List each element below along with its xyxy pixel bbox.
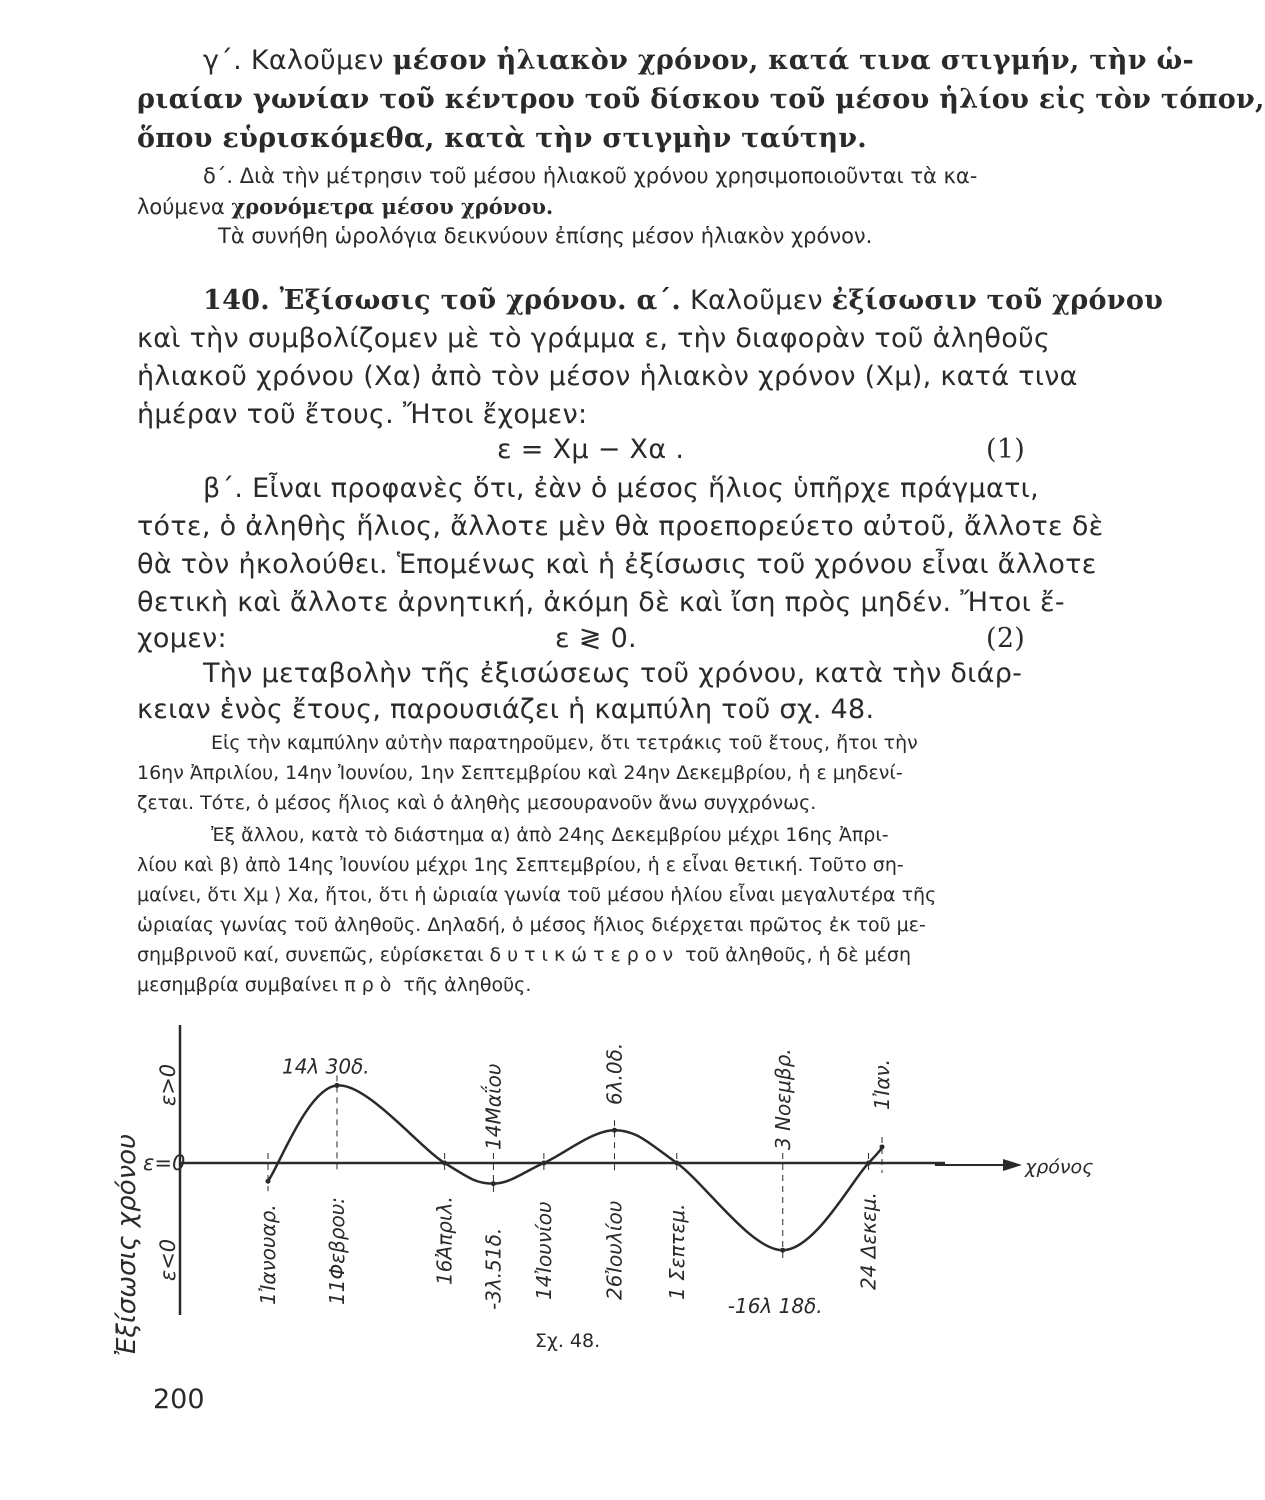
section-g-line-3: ὅπου εὑρισκόμεθα, κατὰ τὴν στιγμὴν ταύτην. <box>137 123 867 154</box>
note-p2-line-1: Ἐξ ἄλλου, κατὰ τὸ διάστημα α) ἀπὸ 24ης Δεκεμβρίου μέχρι 16ης Ἀπρι- <box>211 824 889 846</box>
date-label-dec24: 24 Δεκεμ. <box>856 1192 881 1290</box>
y-axis-zero-label: ε=0 <box>143 1151 186 1175</box>
note-p1-line-1: Εἰς τὴν καμπύλην αὐτὴν παρατηροῦμεν, ὅτι τετράκις τοῦ ἔτους, ἤτοι τὴν <box>211 732 918 754</box>
section-b-line-6: Τὴν μεταβολὴν τῆς ἐξισώσεως τοῦ χρόνου, κατὰ τὴν διάρ- <box>203 658 1023 689</box>
section-140-line-1-pre: Καλοῦμεν <box>690 285 823 316</box>
note-p2-line-2: λίου καὶ β) ἀπὸ 14ης Ἰουνίου μέχρι 1ης Σεπτεμβρίου, ἡ ε εἶναι θετική. Τοῦτο ση- <box>137 854 904 876</box>
section-d-line-3: Τὰ συνήθη ὡρολόγια δεικνύουν ἐπίσης μέσον ἡλιακὸν χρόνον. <box>218 224 873 248</box>
section-140-line-3: ἡλιακοῦ χρόνου (Χα) ἀπὸ τὸν μέσον ἡλιακὸν χρόνον (Χμ), κατά τινα <box>137 361 1078 392</box>
section-g-line-2: ριαίαν γωνίαν τοῦ κέντρου τοῦ δίσκου τοῦ μέσου ἡλίου εἰς τὸν τόπον, <box>137 84 1265 115</box>
date-label-apr16: 16Ἀπριλ. <box>432 1196 457 1285</box>
date-label-jun14: 14Ἰουνίου <box>531 1201 556 1300</box>
date-label-feb11: 11Φεβρου: <box>324 1196 349 1305</box>
section-b-line-4: θετικὴ καὶ ἄλλοτε ἀρνητική, ἀκόμη δὲ καὶ ἴση πρὸς μηδέν. Ἤτοι ἔ- <box>137 587 1065 618</box>
section-g-line-1 <box>203 47 1194 74</box>
y-axis-positive-label: ε>0 <box>156 1063 180 1107</box>
section-140-heading: 140. Ἐξίσωσις τοῦ χρόνου. α΄. <box>203 285 682 316</box>
section-140-line-1 <box>203 287 1163 314</box>
equation-2: ε ≷ 0. <box>555 623 637 654</box>
section-b-line-3: θὰ τὸν ἠκολούθει. Ἑπομένως καὶ ἡ ἐξίσωσις τοῦ χρόνου εἶναι ἄλλοτε <box>137 549 1097 580</box>
section-d-bold-text: χρονόμετρα μέσου χρόνου. <box>231 194 554 219</box>
chart-marks <box>256 1043 894 1318</box>
section-140-line-2: καὶ τὴν συμβολίζομεν μὲ τὸ γράμμα ε, τὴν διαφορὰν τοῦ ἀληθοῦς <box>137 323 1051 354</box>
value-label-min-may: -3λ.51δ. <box>481 1227 506 1310</box>
x-axis-arrowhead <box>1003 1159 1022 1171</box>
date-label-jul26: 26Ἰουλίου <box>602 1200 627 1300</box>
note-p2-line-3: μαίνει, ὅτι Χμ ⟩ Χα, ἤτοι, ὅτι ἡ ὡριαία γωνία τοῦ μέσου ἡλίου εἶναι μεγαλυτέρα τῆς <box>137 884 937 906</box>
equation-1: ε = Χμ − Χα . <box>497 434 685 465</box>
date-label-jan1-end: 1Ἰαν. <box>870 1058 894 1110</box>
section-g-lead: γ΄. Καλοῦμεν <box>203 45 384 76</box>
section-d-line-2 <box>137 196 553 218</box>
data-point-7 <box>780 1248 785 1253</box>
note-p2-line-5 <box>137 946 911 965</box>
section-b-line-1: β΄. Εἶναι προφανὲς ὅτι, ἐὰν ὁ μέσος ἥλιος ὑπῆρχε πράγματι, <box>203 473 1039 504</box>
note-emphasis-before: πρὸ <box>344 974 398 996</box>
note-p2-line-4: ὡριαίας γωνίας τοῦ ἀληθοῦς. Δηλαδή, ὁ μέσος ἥλιος διέρχεται πρῶτος ἐκ τοῦ με- <box>137 914 926 936</box>
section-d-line-2-pre: λούμενα <box>137 195 225 219</box>
page-number: 200 <box>153 1384 205 1415</box>
section-b-line-5: χομεν: <box>137 623 227 654</box>
equation-1-number: (1) <box>986 434 1026 465</box>
note-p2-line-5-post: τοῦ ἀληθοῦς, ἡ δὲ μέση <box>685 944 911 966</box>
note-p2-line-6-pre: μεσημβρία συμβαίνει <box>137 974 339 996</box>
section-g-bold-text: μέσον ἡλιακὸν χρόνον, κατά τινα στιγμήν, τὴν ὡ- <box>392 45 1194 76</box>
note-p2-line-6 <box>137 976 531 995</box>
equation-2-number: (2) <box>986 623 1026 654</box>
section-140-line-4: ἡμέραν τοῦ ἔτους. Ἤτοι ἔχομεν: <box>137 399 588 430</box>
section-140-bold-text: ἐξίσωσιν τοῦ χρόνου <box>831 285 1164 316</box>
x-axis-title: χρόνος <box>1025 1156 1094 1178</box>
section-d-line-1: δ΄. Διὰ τὴν μέτρησιν τοῦ μέσου ἡλιακοῦ χρόνου χρησιμοποιοῦνται τὰ κα- <box>203 164 978 188</box>
note-p2-line-6-post: τῆς ἀληθοῦς. <box>403 974 532 996</box>
date-label-jan1: 1Ἰανουαρ. <box>256 1204 280 1305</box>
note-emphasis-west: δυτικώτερον <box>489 944 680 966</box>
note-p1-line-3: ζεται. Τότε, ὁ μέσος ἥλιος καὶ ὁ ἀληθὴς μεσουρανοῦν ἄνω συγχρόνως. <box>137 792 817 814</box>
value-label-max-feb: 14λ 30δ. <box>281 1054 370 1079</box>
date-label-nov3: 3 Νοεμβρ. <box>770 1048 795 1150</box>
data-point-3 <box>491 1181 496 1186</box>
y-axis-title: Ἐξίσωσις χρόνου <box>112 1133 142 1357</box>
note-p2-line-5-pre: σημβρινοῦ καί, συνεπῶς, εὑρίσκεται <box>137 944 484 966</box>
value-label-min-nov: -16λ 18δ. <box>727 1294 823 1318</box>
date-label-may14: 14Μαΐου <box>481 1063 506 1150</box>
note-p1-line-2: 16ην Ἀπριλίου, 14ην Ἰουνίου, 1ην Σεπτεμβρίου καὶ 24ην Δεκεμβρίου, ἡ ε μηδενί- <box>137 762 903 784</box>
section-b-line-7: κειαν ἑνὸς ἔτους, παρουσιάζει ἡ καμπύλη τοῦ σχ. 48. <box>137 694 875 725</box>
date-label-sep1: 1 Σεπτεμ. <box>664 1203 689 1300</box>
figure-caption: Σχ. 48. <box>534 1330 601 1352</box>
y-axis-negative-label: ε<0 <box>156 1238 180 1282</box>
value-label-max-jul: 6λ.0δ. <box>602 1042 627 1105</box>
section-b-line-2: τότε, ὁ ἀληθὴς ἥλιος, ἄλλοτε μὲν θὰ προεπορεύετο αὐτοῦ, ἄλλοτε δὲ <box>137 511 1104 542</box>
